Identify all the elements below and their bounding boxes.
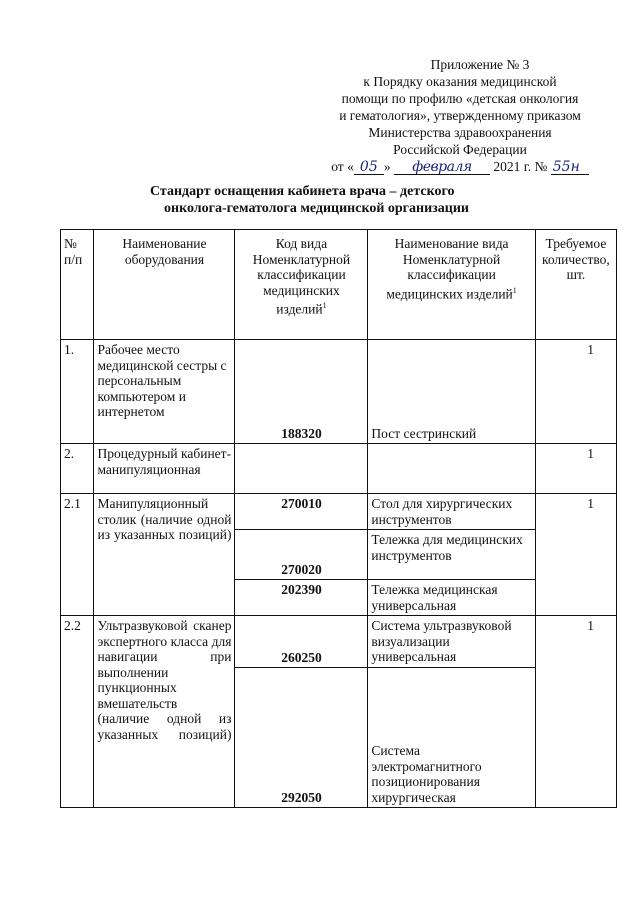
row-equipment: Процедурный кабинет-манипуляционная [94,444,235,494]
row-code: 270010 [235,494,368,530]
appendix-block [300,56,620,175]
row-qty: 1 [535,340,616,444]
row-kind: Система электромагнитного позиционирования хирургическая [368,668,535,808]
row-kind: Пост сестринский [368,340,535,444]
date-year: 2021 г. № [493,159,548,174]
row-equipment: Рабочее место медицинской сестры с персональным компьютером и интернетом [94,340,235,444]
appendix-line: Министерства здравоохранения [368,125,552,140]
order-date-line [300,158,620,175]
row-code: 270020 [235,530,368,580]
date-mid: » [383,159,391,174]
equipment-table [60,229,617,808]
row-kind: Тележка для медицинских инструментов [368,530,535,580]
appendix-line: помощи по профилю «детская онкология [341,91,579,106]
row-kind: Система ультразвуковой визуализации универсальная [368,616,535,668]
table-row [61,616,617,668]
header-code-text: Код вида Номенклатурной классификации медицинских изделий [252,236,351,317]
handwritten-month: февраля [394,160,490,175]
row-kind-empty [368,444,535,494]
row-num: 2.1 [61,494,94,616]
table-row [61,444,617,494]
header-code [235,230,368,340]
table-row [61,494,617,530]
handwritten-order-number: 55н [551,160,589,175]
row-qty: 1 [535,616,616,808]
title-line-2: онколога-гематолога медицинской организации [164,201,469,216]
row-num: 2. [61,444,94,494]
date-prefix: от « [331,159,354,174]
row-equipment: Ультразвуковой сканер экспертного класса для навигации при выполнении пункционных вмешательств (наличие одной из указанных позиций) [94,616,235,808]
row-kind: Тележка медицинская универсальная [368,580,535,616]
appendix-title: Приложение № 3 [430,57,530,72]
row-qty: 1 [535,494,616,616]
appendix-line: и гематология», утвержденному приказом [339,108,581,123]
header-num: № п/п [61,230,94,340]
table-header-row [61,230,617,340]
document-title [150,183,530,217]
row-code-empty [235,444,368,494]
row-code: 292050 [235,668,368,808]
row-code: 202390 [235,580,368,616]
row-equipment: Манипуляционный столик (наличие одной из указанных позиций) [94,494,235,616]
header-kind-text: Наименование вида Номенклатурной классификации медицинских изделий [386,236,513,301]
appendix-line: к Порядку оказания медицинской [363,74,557,89]
row-code: 188320 [235,340,368,444]
header-qty: Требуемое количество, шт. [535,230,616,340]
header-kind [368,230,535,340]
header-equipment: Наименование оборудования [94,230,235,340]
footnote-mark: 1 [322,301,327,310]
table-row [61,340,617,444]
appendix-line: Российской Федерации [393,142,527,157]
row-kind: Стол для хирургических инструментов [368,494,535,530]
row-num: 2.2 [61,616,94,808]
handwritten-day: 05 [354,160,384,175]
footnote-mark: 1 [512,285,517,295]
row-code: 260250 [235,616,368,668]
row-num: 1. [61,340,94,444]
row-qty: 1 [535,444,616,494]
title-line-1: Стандарт оснащения кабинета врача – детского [150,184,455,199]
